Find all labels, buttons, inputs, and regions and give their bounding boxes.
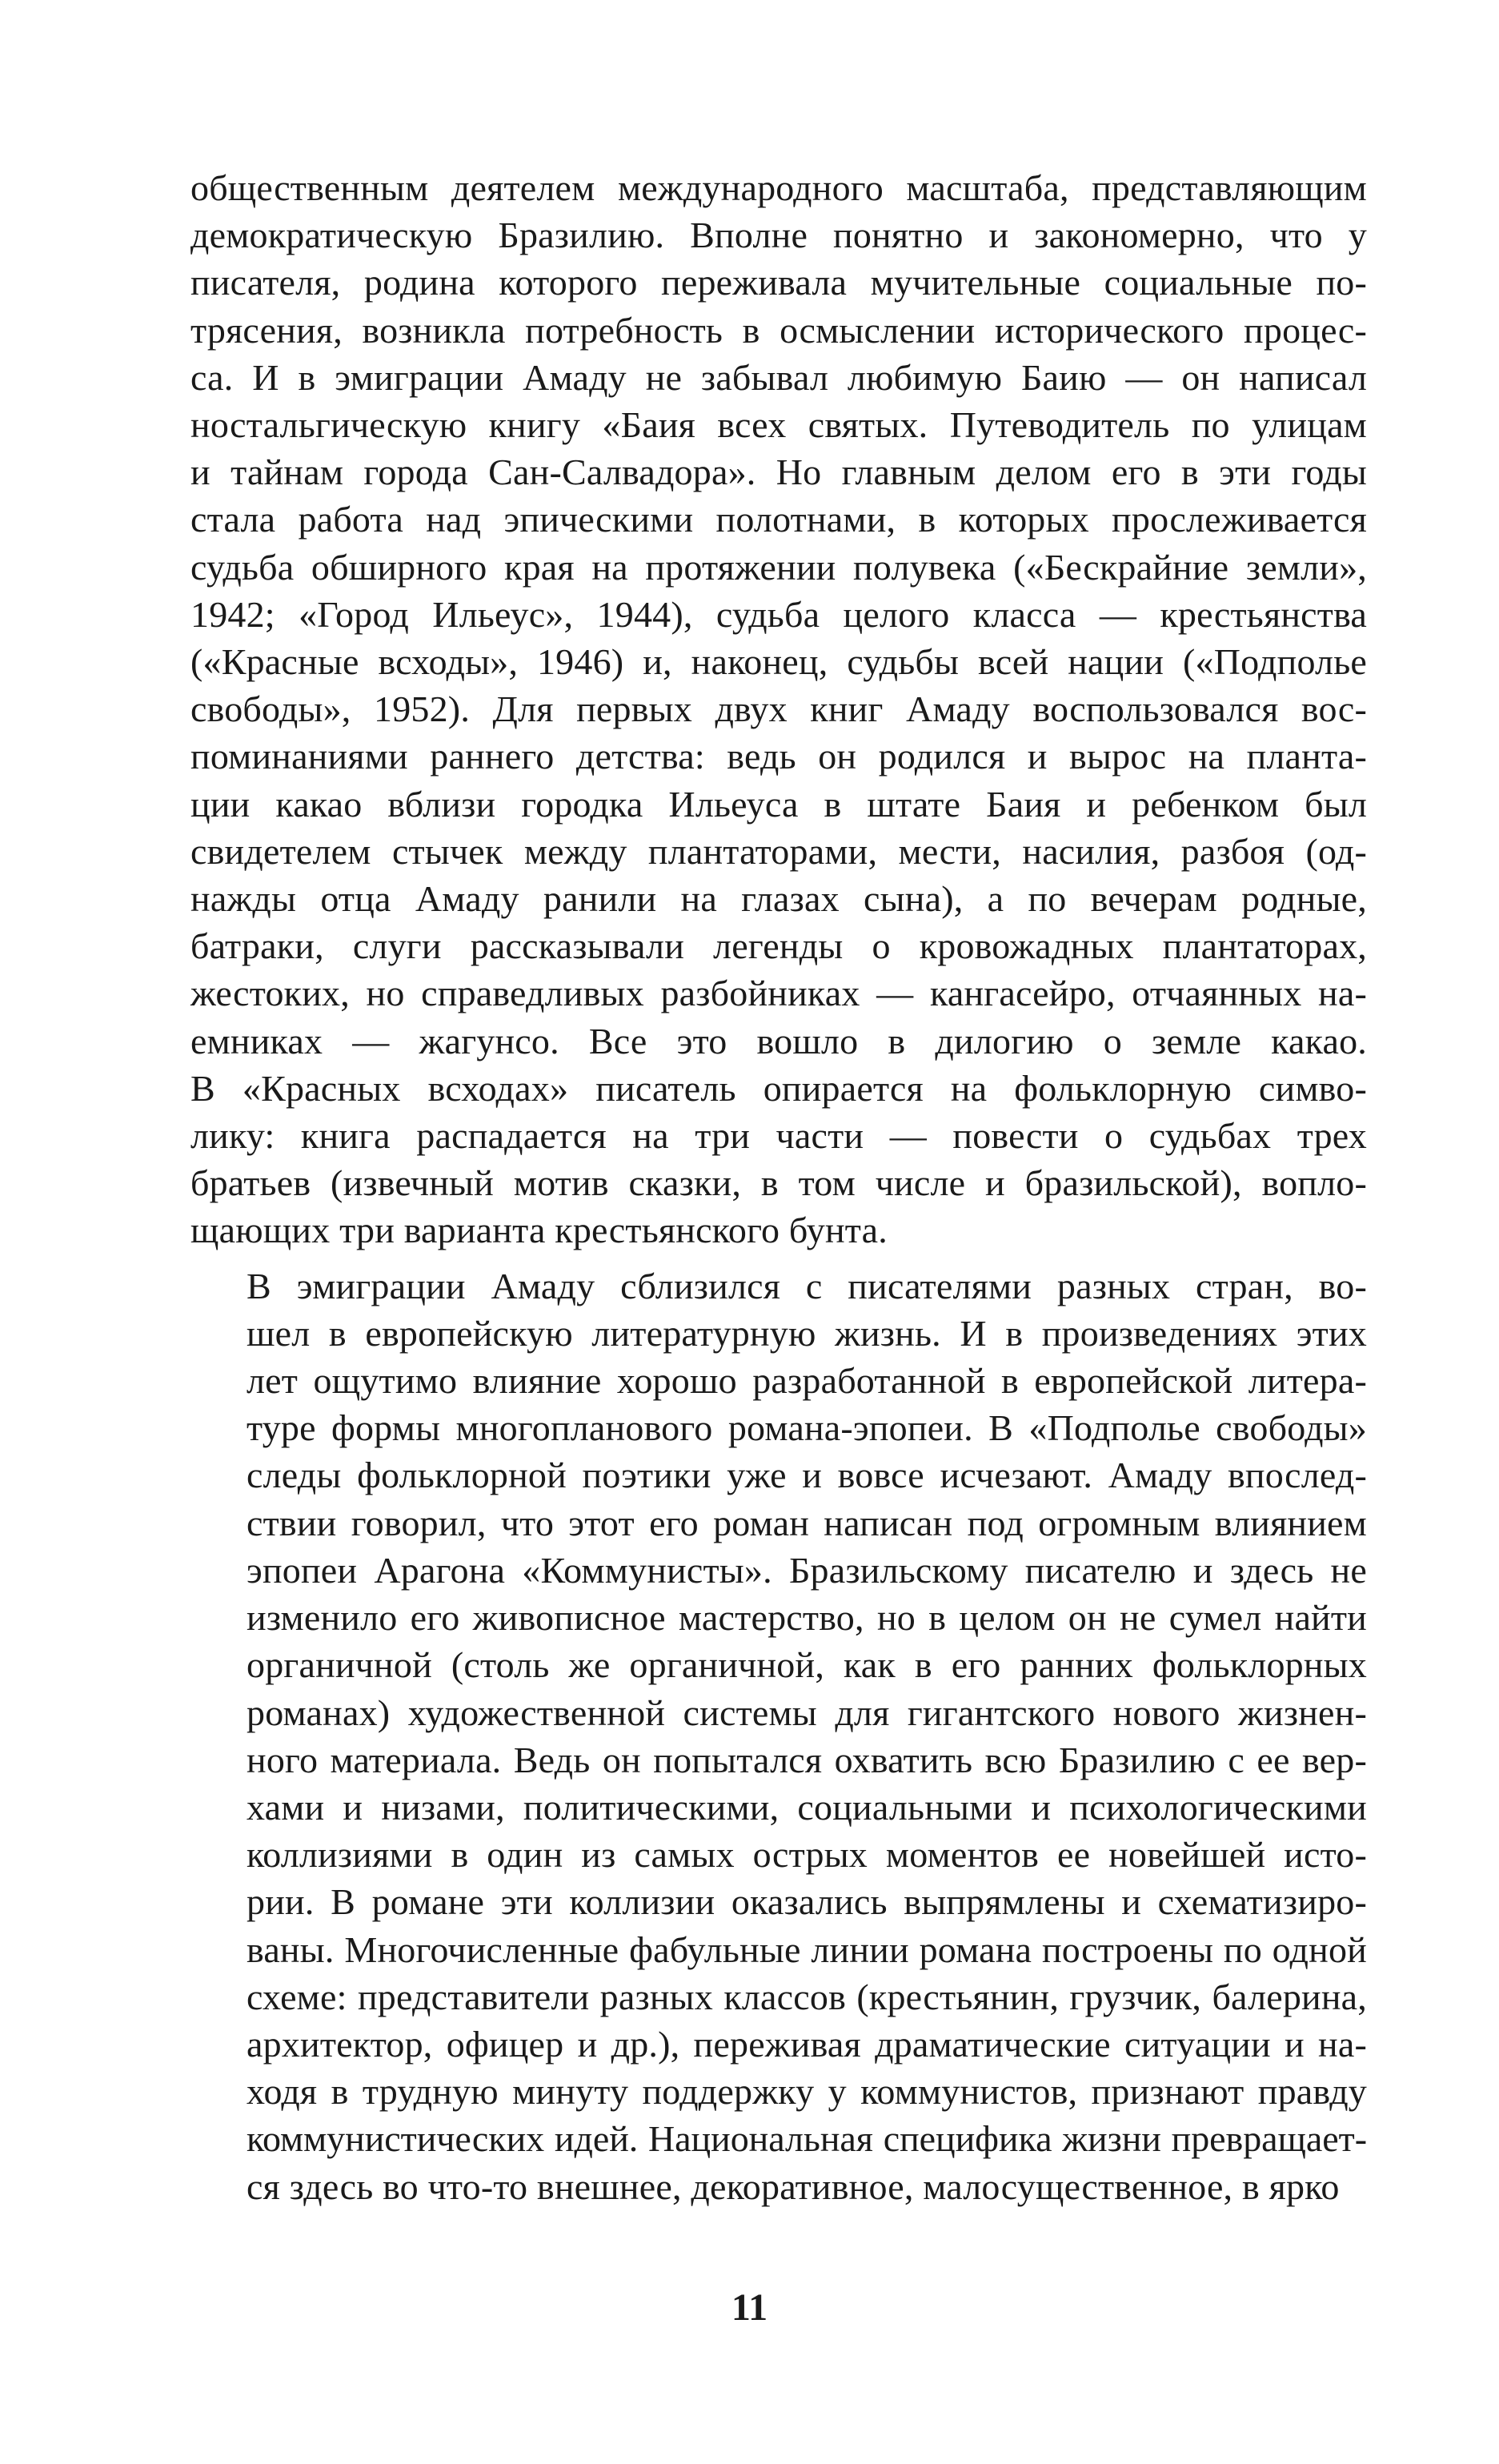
text-line: ся здесь во что-то внешнее, декоративное, малосущественное, в ярко [246, 2165, 1340, 2207]
text-line: жестоких, но справедливых разбойниках — кангасейро, отчаянных на- [190, 973, 1367, 1014]
paragraph [190, 1262, 1367, 2210]
text-line: демократическую Бразилию. Вполне понятно и закономерно, что у [190, 215, 1367, 256]
text-line: свидетелем стычек между плантаторами, мести, насилия, разбоя (од- [190, 830, 1367, 872]
text-line: трясения, возникла потребность в осмыслении исторического процес- [190, 309, 1367, 351]
text-line: лет ощутимо влияние хорошо разработанной в европейской литера- [246, 1360, 1367, 1402]
text-line: архитектор, офицер и др.), переживая драматические ситуации и на- [246, 2023, 1367, 2065]
text-line: братьев (извечный мотив сказки, в том числе и бразильской), вопло- [190, 1162, 1367, 1204]
paragraph [190, 164, 1367, 1254]
text-line: шел в европейскую литературную жизнь. И в произведениях этих [246, 1312, 1367, 1354]
text-line: батраки, слуги рассказывали легенды о кровожадных плантаторах, [190, 925, 1367, 967]
text-line: коммунистических идей. Национальная специфика жизни превращает- [246, 2118, 1367, 2160]
text-line: свободы», 1952). Для первых двух книг Амаду воспользовался вос- [190, 688, 1367, 730]
text-line: В эмиграции Амаду сблизился с писателями разных стран, во- [246, 1265, 1367, 1306]
text-line: коллизиями в один из самых острых моментов ее новейшей исто- [246, 1834, 1367, 1876]
text-line: ваны. Многочисленные фабульные линии романа построены по одной [246, 1928, 1367, 1970]
text-line: эпопеи Арагона «Коммунисты». Бразильскому писателю и здесь не [246, 1549, 1367, 1591]
text-line: общественным деятелем международного масштаба, представляющим [190, 167, 1367, 208]
text-line: органичной (столь же органичной, как в его ранних фольклорных [246, 1644, 1367, 1686]
text-line: и тайнам города Сан-Салвадора». Но главным делом его в эти годы [190, 451, 1367, 493]
text-line: рии. В романе эти коллизии оказались выпрямлены и схематизиро- [246, 1881, 1367, 1923]
text-line: туре формы многопланового романа-эпопеи. В «Подполье свободы» [246, 1407, 1367, 1449]
page-number: 11 [731, 2286, 768, 2329]
text-line: романах) художественной системы для гигантского нового жизнен- [246, 1691, 1367, 1733]
text-line: следы фольклорной поэтики уже и вовсе исчезают. Амаду впослед- [246, 1455, 1367, 1496]
text-line: писателя, родина которого переживала мучительные социальные по- [190, 262, 1367, 303]
text-line: щающих три варианта крестьянского бунта. [190, 1210, 888, 1251]
text-line: изменило его живописное мастерство, но в целом он не сумел найти [246, 1597, 1367, 1639]
text-line: емниках — жагунсо. Все это вошло в дилогию о земле какао. [190, 1020, 1367, 1061]
text-line: В «Красных всходах» писатель опирается на фольклорную симво- [190, 1067, 1367, 1109]
text-line: нажды отца Амаду ранили на глазах сына), а по вечерам родные, [190, 878, 1367, 920]
text-line: ствии говорил, что этот его роман написан под огромным влиянием [246, 1502, 1367, 1543]
text-line: хами и низами, политическими, социальными и психологическими [246, 1786, 1367, 1828]
text-line: стала работа над эпическими полотнами, в которых прослеживается [190, 499, 1367, 540]
text-line: судьба обширного края на протяжении полувека («Бескрайние земли», [190, 546, 1367, 588]
body-text [190, 164, 1367, 2210]
text-line: 1942; «Город Ильеус», 1944), судьба целого класса — крестьянства [190, 593, 1367, 635]
text-line: поминаниями раннего детства: ведь он родился и вырос на планта- [190, 736, 1367, 777]
text-line: лику: книга распадается на три части — повести о судьбах трех [190, 1115, 1367, 1157]
text-line: схеме: представители разных классов (крестьянин, грузчик, балерина, [246, 1976, 1367, 2017]
text-line: ции какао вблизи городка Ильеуса в штате Баия и ребенком был [190, 783, 1367, 825]
text-line: ного материала. Ведь он попытался охватить всю Бразилию с ее вер- [246, 1739, 1367, 1780]
text-line: са. И в эмиграции Амаду не забывал любимую Баию — он написал [190, 356, 1367, 398]
text-line: ностальгическую книгу «Баия всех святых. Путеводитель по улицам [190, 404, 1367, 446]
text-line: ходя в трудную минуту поддержку у коммунистов, признают правду [246, 2071, 1367, 2113]
text-line: («Красные всходы», 1946) и, наконец, судьбы всей нации («Подполье [190, 641, 1367, 683]
